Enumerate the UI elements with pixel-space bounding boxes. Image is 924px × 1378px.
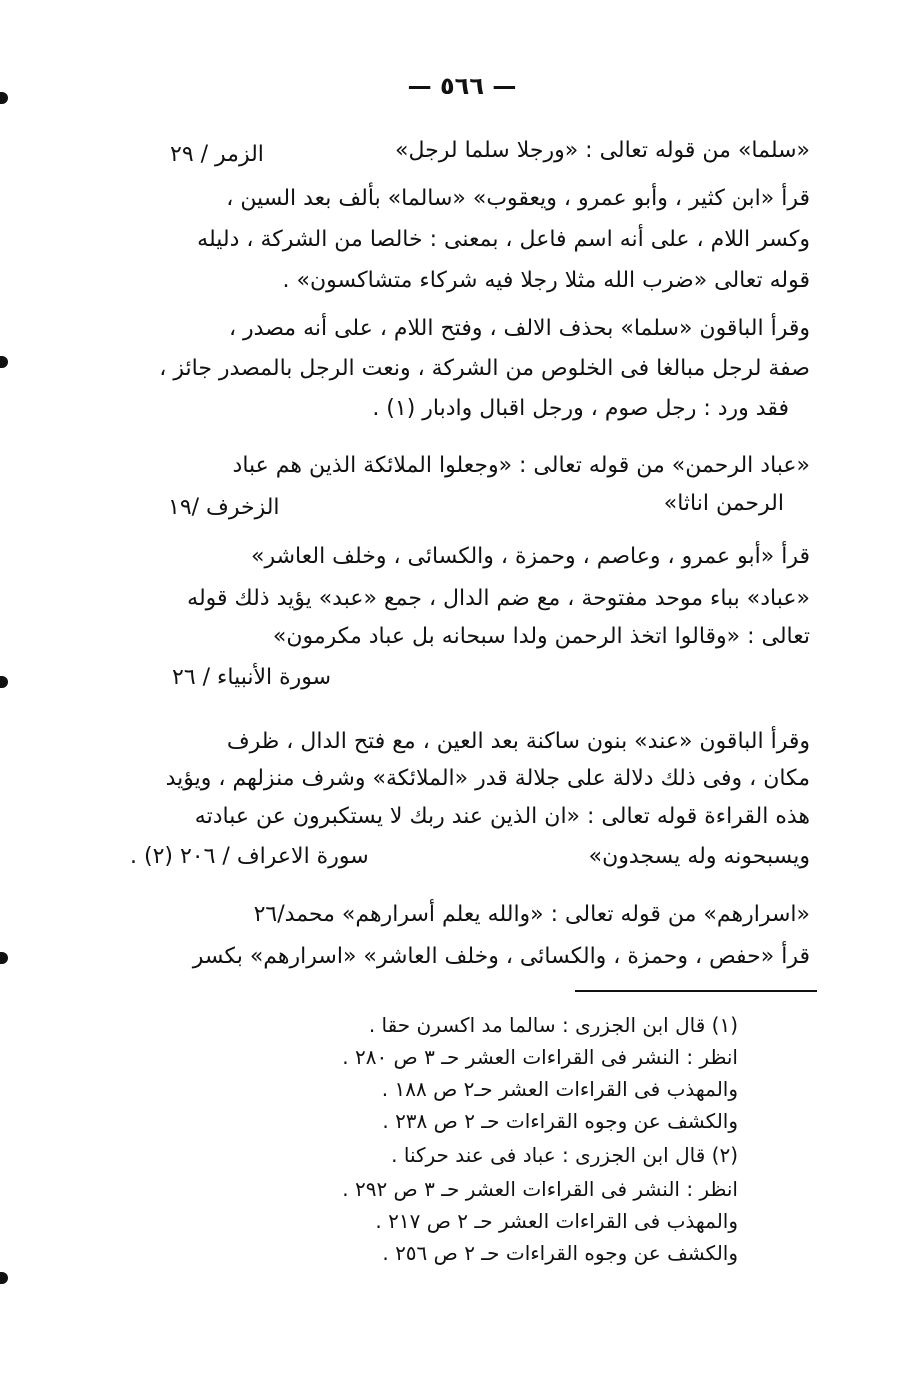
edge-mark <box>0 1272 8 1284</box>
text-line: قرأ «أبو عمرو ، وعاصم ، وحمزة ، والكسائى ، وخلف العاشر» <box>251 544 810 569</box>
verse-reference: سورة الأنبياء / ٢٦ <box>172 665 332 690</box>
text-line: «سلما» من قوله تعالى : «ورجلا سلما لرجل» <box>395 138 810 163</box>
footnote-line: والمهذب فى القراءات العشر حـ ٢ ص ٢١٧ . <box>375 1209 738 1233</box>
verse-reference: الزخرف /١٩ <box>168 495 280 520</box>
text-line: قوله تعالى «ضرب الله مثلا رجلا فيه شركاء متشاكسون» . <box>282 268 810 293</box>
text-line: قرأ «حفص ، وحمزة ، والكسائى ، وخلف العاشر» «اسرارهم» بكسر <box>192 944 810 969</box>
text-line: قرأ «ابن كثير ، وأبو عمرو ، ويعقوب» «سالما» بألف بعد السين ، <box>226 186 810 211</box>
footnote-line: والكشف عن وجوه القراءات حـ ٢ ص ٢٣٨ . <box>382 1109 738 1133</box>
page-number: — ٥٦٦ — <box>407 72 517 100</box>
footnote-line: والكشف عن وجوه القراءات حـ ٢ ص ٢٥٦ . <box>382 1241 738 1265</box>
footnote-line: انظر : النشر فى القراءات العشر حـ ٣ ص ٢٨٠ . <box>342 1045 738 1069</box>
footnote-line: (١) قال ابن الجزرى : سالما مد اكسرن حقا . <box>368 1013 738 1037</box>
text-line: «اسرارهم» من قوله تعالى : «والله يعلم أسرارهم» محمد/٢٦ <box>253 902 810 927</box>
verse-reference: الزمر / ٢٩ <box>170 142 264 167</box>
text-line: فقد ورد : رجل صوم ، ورجل اقبال وادبار (١) . <box>372 396 789 421</box>
verse-reference: سورة الاعراف / ٢٠٦ (٢) . <box>130 844 369 869</box>
edge-mark <box>0 676 8 688</box>
text-line: مكان ، وفى ذلك دلالة على جلالة قدر «الملائكة» وشرف منزلهم ، ويؤيد <box>165 766 810 791</box>
text-line: الرحمن اناثا» <box>663 491 784 516</box>
footnote-line: والمهذب فى القراءات العشر حـ٢ ص ١٨٨ . <box>381 1077 738 1101</box>
text-line: وقرأ الباقون «عند» بنون ساكنة بعد العين ، مع فتح الدال ، ظرف <box>226 729 810 754</box>
text-line: هذه القراءة قوله تعالى : «ان الذين عند ربك لا يستكبرون عن عبادته <box>194 804 810 829</box>
footnote-line: (٢) قال ابن الجزرى : عباد فى عند حركنا . <box>391 1143 738 1167</box>
text-line: ويسبحونه وله يسجدون» <box>588 844 810 869</box>
text-line: «عباد الرحمن» من قوله تعالى : «وجعلوا الملائكة الذين هم عباد <box>232 453 810 478</box>
text-line: وقرأ الباقون «سلما» بحذف الالف ، وفتح اللام ، على أنه مصدر ، <box>228 316 810 341</box>
edge-mark <box>0 356 8 368</box>
text-line: وكسر اللام ، على أنه اسم فاعل ، بمعنى : خالصا من الشركة ، دليله <box>197 227 810 252</box>
text-line: «عباد» بباء موحد مفتوحة ، مع ضم الدال ، جمع «عبد» يؤيد ذلك قوله <box>187 586 810 611</box>
text-line: تعالى : «وقالوا اتخذ الرحمن ولدا سبحانه بل عباد مكرمون» <box>272 624 810 649</box>
footnote-separator <box>575 990 817 992</box>
text-line: صفة لرجل مبالغا فى الخلوص من الشركة ، ونعت الرجل بالمصدر جائز ، <box>159 356 810 381</box>
footnote-line: انظر : النشر فى القراءات العشر حـ ٣ ص ٢٩٢ . <box>342 1177 738 1201</box>
edge-mark <box>0 952 8 964</box>
